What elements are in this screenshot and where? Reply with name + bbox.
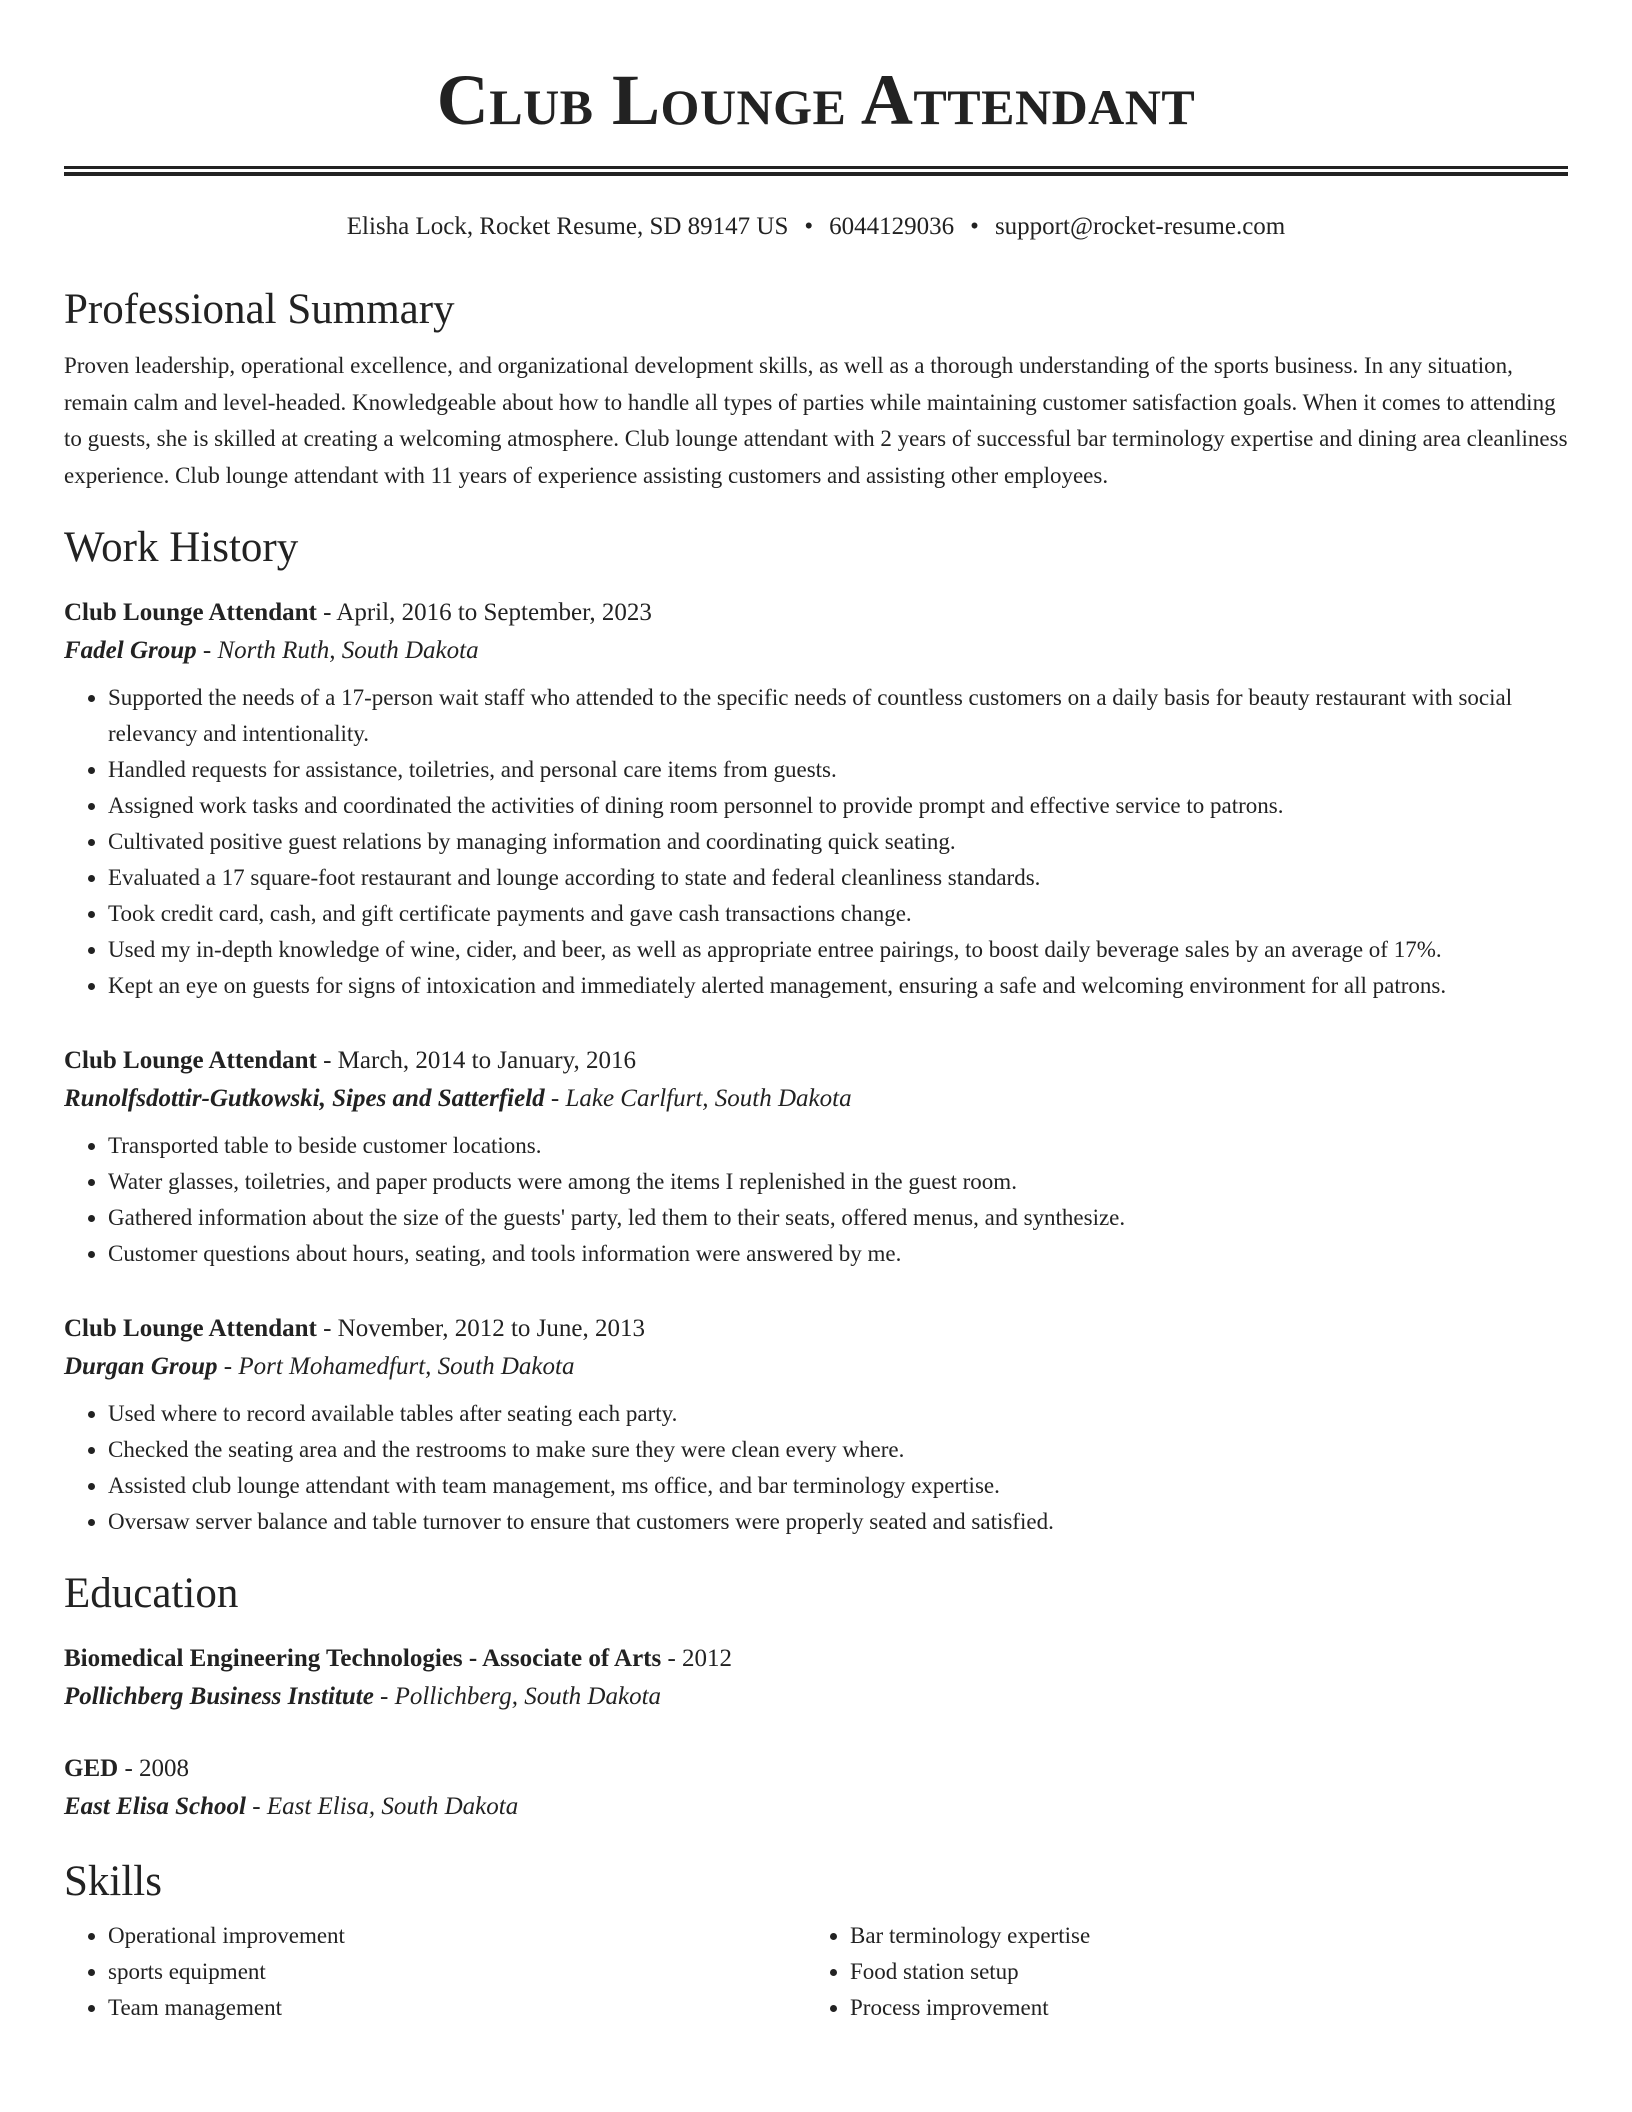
job-dates: - March, 2014 to January, 2016 xyxy=(316,1047,636,1074)
list-item: • Bar terminology expertise xyxy=(850,1918,1548,1954)
school-line xyxy=(64,1788,1568,1826)
list-item: • Team management xyxy=(108,1990,806,2026)
resume-title: Club Lounge Attendant xyxy=(436,60,1196,140)
job-location: - North Ruth, South Dakota xyxy=(196,637,479,664)
job-company-line xyxy=(64,1080,1568,1118)
title-divider xyxy=(64,166,1568,176)
list-item: • Oversaw server balance and table turnover to ensure that customers were properly seated and satisfied. xyxy=(108,1504,1568,1540)
list-item: • Process improvement xyxy=(850,1990,1548,2026)
job-company: Runolfsdottir-Gutkowski, Sipes and Satterfield xyxy=(64,1085,545,1112)
job-entry-1 xyxy=(64,594,1568,1004)
contact-separator: • xyxy=(970,213,979,240)
job-company: Durgan Group xyxy=(64,1353,218,1380)
job-location: - Port Mohamedfurt, South Dakota xyxy=(217,1353,575,1380)
job-bullets xyxy=(64,680,1568,1004)
job-title: Club Lounge Attendant xyxy=(64,1047,317,1074)
summary-text: Proven leadership, operational excellence, and organizational development skills, as well as a thorough understanding of the sports business. In any situation, remain calm and level-headed. Knowledgeable about how to handle all types of parties while maintaining customer satisfaction goals. When it comes to attending to guests, she is skilled at creating a welcoming atmosphere. Club lounge attendant with 2 years of successful bar terminology expertise and dining area cleanliness experience. Club lounge attendant with 11 years of experience assisting customers and assisting other employees. xyxy=(64,353,1568,488)
job-location: - Lake Carlfurt, South Dakota xyxy=(544,1085,852,1112)
list-item: • Supported the needs of a 17-person wait staff who attended to the specific needs of countless customers on a daily basis for beauty restaurant with social relevancy and intentionality. xyxy=(108,680,1568,752)
list-item: • Transported table to beside customer locations. xyxy=(108,1128,1568,1164)
job-dates: - November, 2012 to June, 2013 xyxy=(316,1315,645,1342)
contact-email: support@rocket-resume.com xyxy=(994,213,1286,240)
summary-heading: Professional Summary xyxy=(64,286,455,333)
skills-column-left xyxy=(64,1918,806,2026)
contact-phone: 6044129036 xyxy=(829,213,955,240)
list-item: • Used where to record available tables after seating each party. xyxy=(108,1396,1568,1432)
school-location: - East Elisa, South Dakota xyxy=(246,1793,519,1820)
list-item: • Assigned work tasks and coordinated the activities of dining room personnel to provide prompt and effective service to patrons. xyxy=(108,788,1568,824)
education-entry-2 xyxy=(64,1750,1568,1826)
education-entry-1 xyxy=(64,1640,1568,1716)
degree-line xyxy=(64,1640,1568,1678)
job-company: Fadel Group xyxy=(64,637,197,664)
contact-line xyxy=(64,212,1568,242)
skills-heading: Skills xyxy=(64,1858,162,1905)
list-item: • Kept an eye on guests for signs of intoxication and immediately alerted management, ensuring a safe and welcoming environment for all patrons. xyxy=(108,968,1568,1004)
education-heading: Education xyxy=(64,1570,239,1617)
job-dates: - April, 2016 to September, 2023 xyxy=(316,599,652,626)
job-entry-2 xyxy=(64,1042,1568,1272)
school-name: East Elisa School xyxy=(64,1793,246,1820)
list-item: • Food station setup xyxy=(850,1954,1548,1990)
contact-address: Elisha Lock, Rocket Resume, SD 89147 US xyxy=(346,213,789,240)
list-item: • Operational improvement xyxy=(108,1918,806,1954)
job-company-line xyxy=(64,1348,1568,1386)
list-item: • Handled requests for assistance, toiletries, and personal care items from guests. xyxy=(108,752,1568,788)
skills-column-right xyxy=(806,1918,1548,2026)
contact-separator: • xyxy=(804,213,814,240)
school-line xyxy=(64,1678,1568,1716)
list-item: • Evaluated a 17 square-foot restaurant and lounge according to state and federal cleanliness standards. xyxy=(108,860,1568,896)
graduation-year: - 2012 xyxy=(661,1645,733,1672)
graduation-year: - 2008 xyxy=(118,1755,190,1782)
job-bullets xyxy=(64,1128,1568,1272)
list-item: • Used my in-depth knowledge of wine, cider, and beer, as well as appropriate entree pairings, to boost daily beverage sales by an average of 17%. xyxy=(108,932,1568,968)
list-item: • Checked the seating area and the restrooms to make sure they were clean every where. xyxy=(108,1432,1568,1468)
list-item: • Customer questions about hours, seating, and tools information were answered by me. xyxy=(108,1236,1568,1272)
job-title: Club Lounge Attendant xyxy=(64,599,317,626)
school-location: - Pollichberg, South Dakota xyxy=(373,1683,662,1710)
job-entry-3 xyxy=(64,1310,1568,1540)
list-item: • Assisted club lounge attendant with team management, ms office, and bar terminology expertise. xyxy=(108,1468,1568,1504)
list-item: • sports equipment xyxy=(108,1954,806,1990)
list-item: • Cultivated positive guest relations by managing information and coordinating quick seating. xyxy=(108,824,1568,860)
degree: GED xyxy=(64,1755,119,1782)
job-title-line xyxy=(64,1310,1568,1348)
degree: Biomedical Engineering Technologies - Associate of Arts xyxy=(64,1645,662,1672)
job-title-line xyxy=(64,594,1568,632)
school-name: Pollichberg Business Institute xyxy=(64,1683,374,1710)
work-history-heading: Work History xyxy=(64,524,299,571)
skills-list xyxy=(64,1918,1568,2026)
job-bullets xyxy=(64,1396,1568,1540)
list-item: • Water glasses, toiletries, and paper products were among the items I replenished in the guest room. xyxy=(108,1164,1568,1200)
degree-line xyxy=(64,1750,1568,1788)
list-item: • Took credit card, cash, and gift certificate payments and gave cash transactions change. xyxy=(108,896,1568,932)
list-item: • Gathered information about the size of the guests' party, led them to their seats, offered menus, and synthesize. xyxy=(108,1200,1568,1236)
job-title-line xyxy=(64,1042,1568,1080)
job-title: Club Lounge Attendant xyxy=(64,1315,317,1342)
job-company-line xyxy=(64,632,1568,670)
